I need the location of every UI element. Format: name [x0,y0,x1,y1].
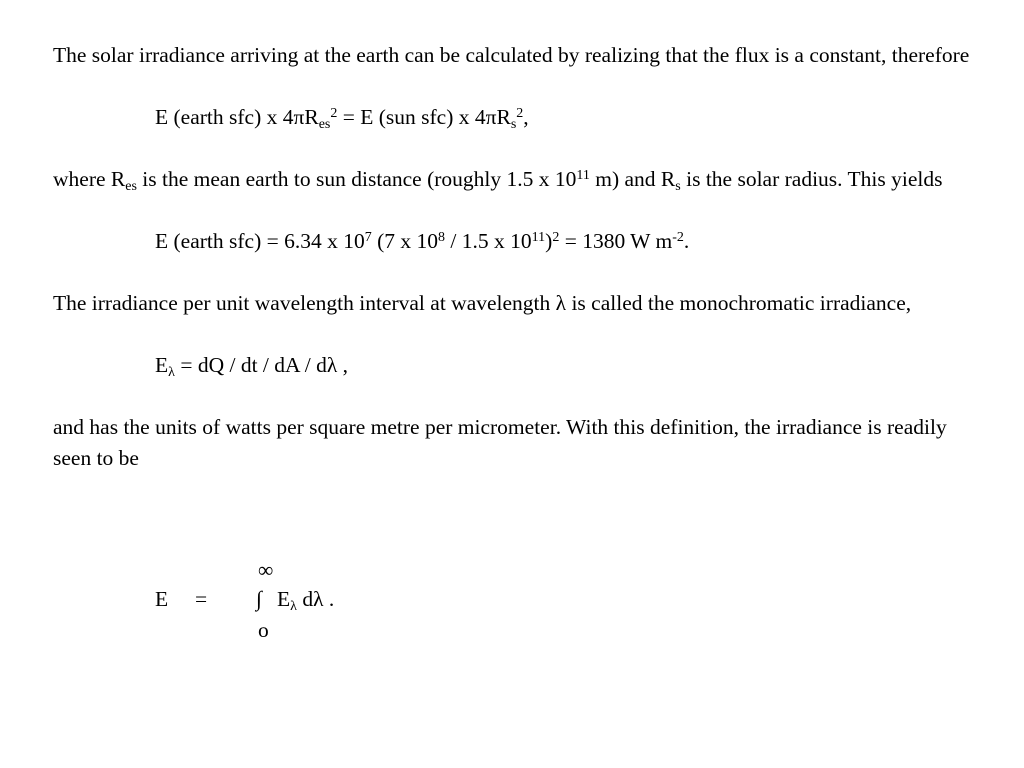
mono-eq-b: = dQ / dt / dA / dλ , [174,353,348,377]
distance-sup-11: 11 [576,168,590,183]
distance-text-c: m) and R [589,167,676,191]
flux-eq-left: E (earth sfc) x 4πR [155,105,319,129]
value-eq-d: ) [545,229,553,253]
value-eq-f: . [683,229,690,253]
monochromatic-text: The irradiance per unit wavelength interval at wavelength λ is called the monochromatic irradiance, [53,291,912,315]
distance-sub-s: s [675,179,681,194]
integral-sign: ∫ [256,587,262,611]
mono-eq-sub-lambda: λ [168,365,175,380]
integral-body-sub-lambda: λ [290,599,297,614]
units-text: and has the units of watts per square metre per micrometer. With this definition, the irradiance is readily seen to be [53,415,947,470]
integral-body-e: E [277,587,291,611]
intro-text: The solar irradiance arriving at the earth can be calculated by realizing that the flux is a constant, therefore [53,43,970,67]
integral-lower-limit: o [258,618,269,642]
integral-layer [53,0,983,768]
value-eq-c: / 1.5 x 10 [445,229,532,253]
value-eq-e: = 1380 W m [559,229,673,253]
flux-eq-right-sub: s [510,117,517,132]
value-eq-b: (7 x 10 [371,229,439,253]
integral-upper-limit: ∞ [258,558,274,582]
distance-text-b: is the mean earth to sun distance (roughly 1.5 x 10 [136,167,577,191]
flux-eq-mid: = E (sun sfc) x 4πR [337,105,511,129]
flux-eq-right-sup: 2 [516,106,524,121]
integral-body [277,584,334,615]
value-eq-sup1: 7 [364,230,372,245]
integral-equals-sign: = [195,587,208,611]
distance-text-d: is the solar radius. This yields [680,167,943,191]
flux-eq-left-sub: es [318,117,331,132]
integral-lhs: E [155,587,169,611]
flux-eq-left-sup: 2 [330,106,338,121]
value-eq-sup3: 11 [531,230,546,245]
mono-eq-a: E [155,353,169,377]
value-eq-sup5: -2 [672,230,684,245]
integral-equation [53,558,453,653]
value-eq-sup4: 2 [552,230,560,245]
flux-eq-end: , [523,105,529,129]
distance-text-a: where R [53,167,126,191]
distance-sub-es: es [125,179,137,194]
integral-body-dlambda: dλ . [296,587,335,611]
value-eq-sup2: 8 [438,230,446,245]
value-eq-a: E (earth sfc) = 6.34 x 10 [155,229,365,253]
